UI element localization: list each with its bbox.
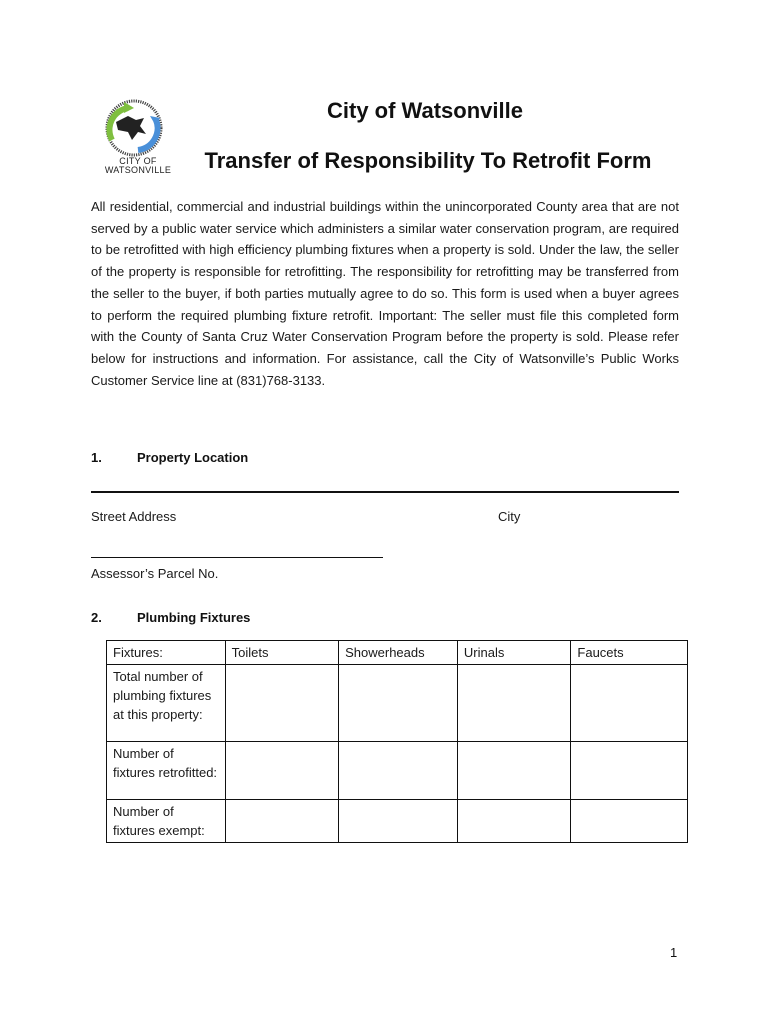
parcel-number-label: Assessor’s Parcel No.	[91, 566, 219, 581]
retrofitted-urinals-cell[interactable]	[457, 742, 571, 800]
logo-name-line2: WATSONVILLE	[104, 165, 172, 175]
header-faucets: Faucets	[571, 641, 688, 665]
table-header-row	[107, 641, 688, 665]
parcel-number-line[interactable]	[91, 557, 383, 558]
retrofitted-toilets-cell[interactable]	[225, 742, 338, 800]
logo-name-line1: CITY OF	[119, 156, 157, 166]
section1-number: 1.	[91, 450, 102, 465]
section2-number: 2.	[91, 610, 102, 625]
intro-paragraph: All residential, commercial and industrial buildings within the unincorporated County area that are not served by a public water service which administers a similar water conservation program, are required to be retrofitted with high efficiency plumbing fixtures when a property is sold. Under the law, the seller of the property is responsible for retrofitting. The responsibility for retrofitting may be transferred from the seller to the buyer, if both parties mutually agree to do so. This form is used when a buyer agrees to perform the required plumbing fixture retrofit. Important: The seller must file this completed form with the County of Santa Cruz Water Conservation Program before the property is sold. Please refer below for instructions and information. For assistance, call the City of Watsonville’s Public Works Customer Service line at (831)768-3133.	[91, 199, 679, 388]
retrofitted-showerheads-cell[interactable]	[339, 742, 458, 800]
table-row	[107, 800, 688, 843]
street-address-label: Street Address	[91, 509, 177, 524]
page-title: City of Watsonville	[327, 98, 523, 123]
exempt-toilets-cell[interactable]	[225, 800, 338, 843]
city-label: City	[498, 509, 521, 524]
section2-title: Plumbing Fixtures	[137, 610, 251, 625]
header-fixtures: Fixtures:	[107, 641, 226, 665]
header-urinals: Urinals	[457, 641, 571, 665]
plumbing-fixtures-table	[106, 640, 688, 843]
header-toilets: Toilets	[225, 641, 338, 665]
retrofitted-faucets-cell[interactable]	[571, 742, 688, 800]
section1-title: Property Location	[137, 450, 249, 465]
table-row	[107, 665, 688, 742]
row-label-retrofitted: Number of fixtures retrofitted:	[107, 742, 226, 800]
exempt-urinals-cell[interactable]	[457, 800, 571, 843]
header-showerheads: Showerheads	[339, 641, 458, 665]
form-title: Transfer of Responsibility To Retrofit Form	[204, 148, 652, 173]
row-label-total: Total number of plumbing fixtures at this property:	[107, 665, 226, 742]
street-city-line[interactable]	[91, 491, 679, 493]
total-toilets-cell[interactable]	[225, 665, 338, 742]
total-showerheads-cell[interactable]	[339, 665, 458, 742]
total-urinals-cell[interactable]	[457, 665, 571, 742]
table-row	[107, 742, 688, 800]
total-faucets-cell[interactable]	[571, 665, 688, 742]
exempt-faucets-cell[interactable]	[571, 800, 688, 843]
row-label-exempt: Number of fixtures exempt:	[107, 800, 226, 843]
page-number: 1	[670, 945, 678, 960]
exempt-showerheads-cell[interactable]	[339, 800, 458, 843]
